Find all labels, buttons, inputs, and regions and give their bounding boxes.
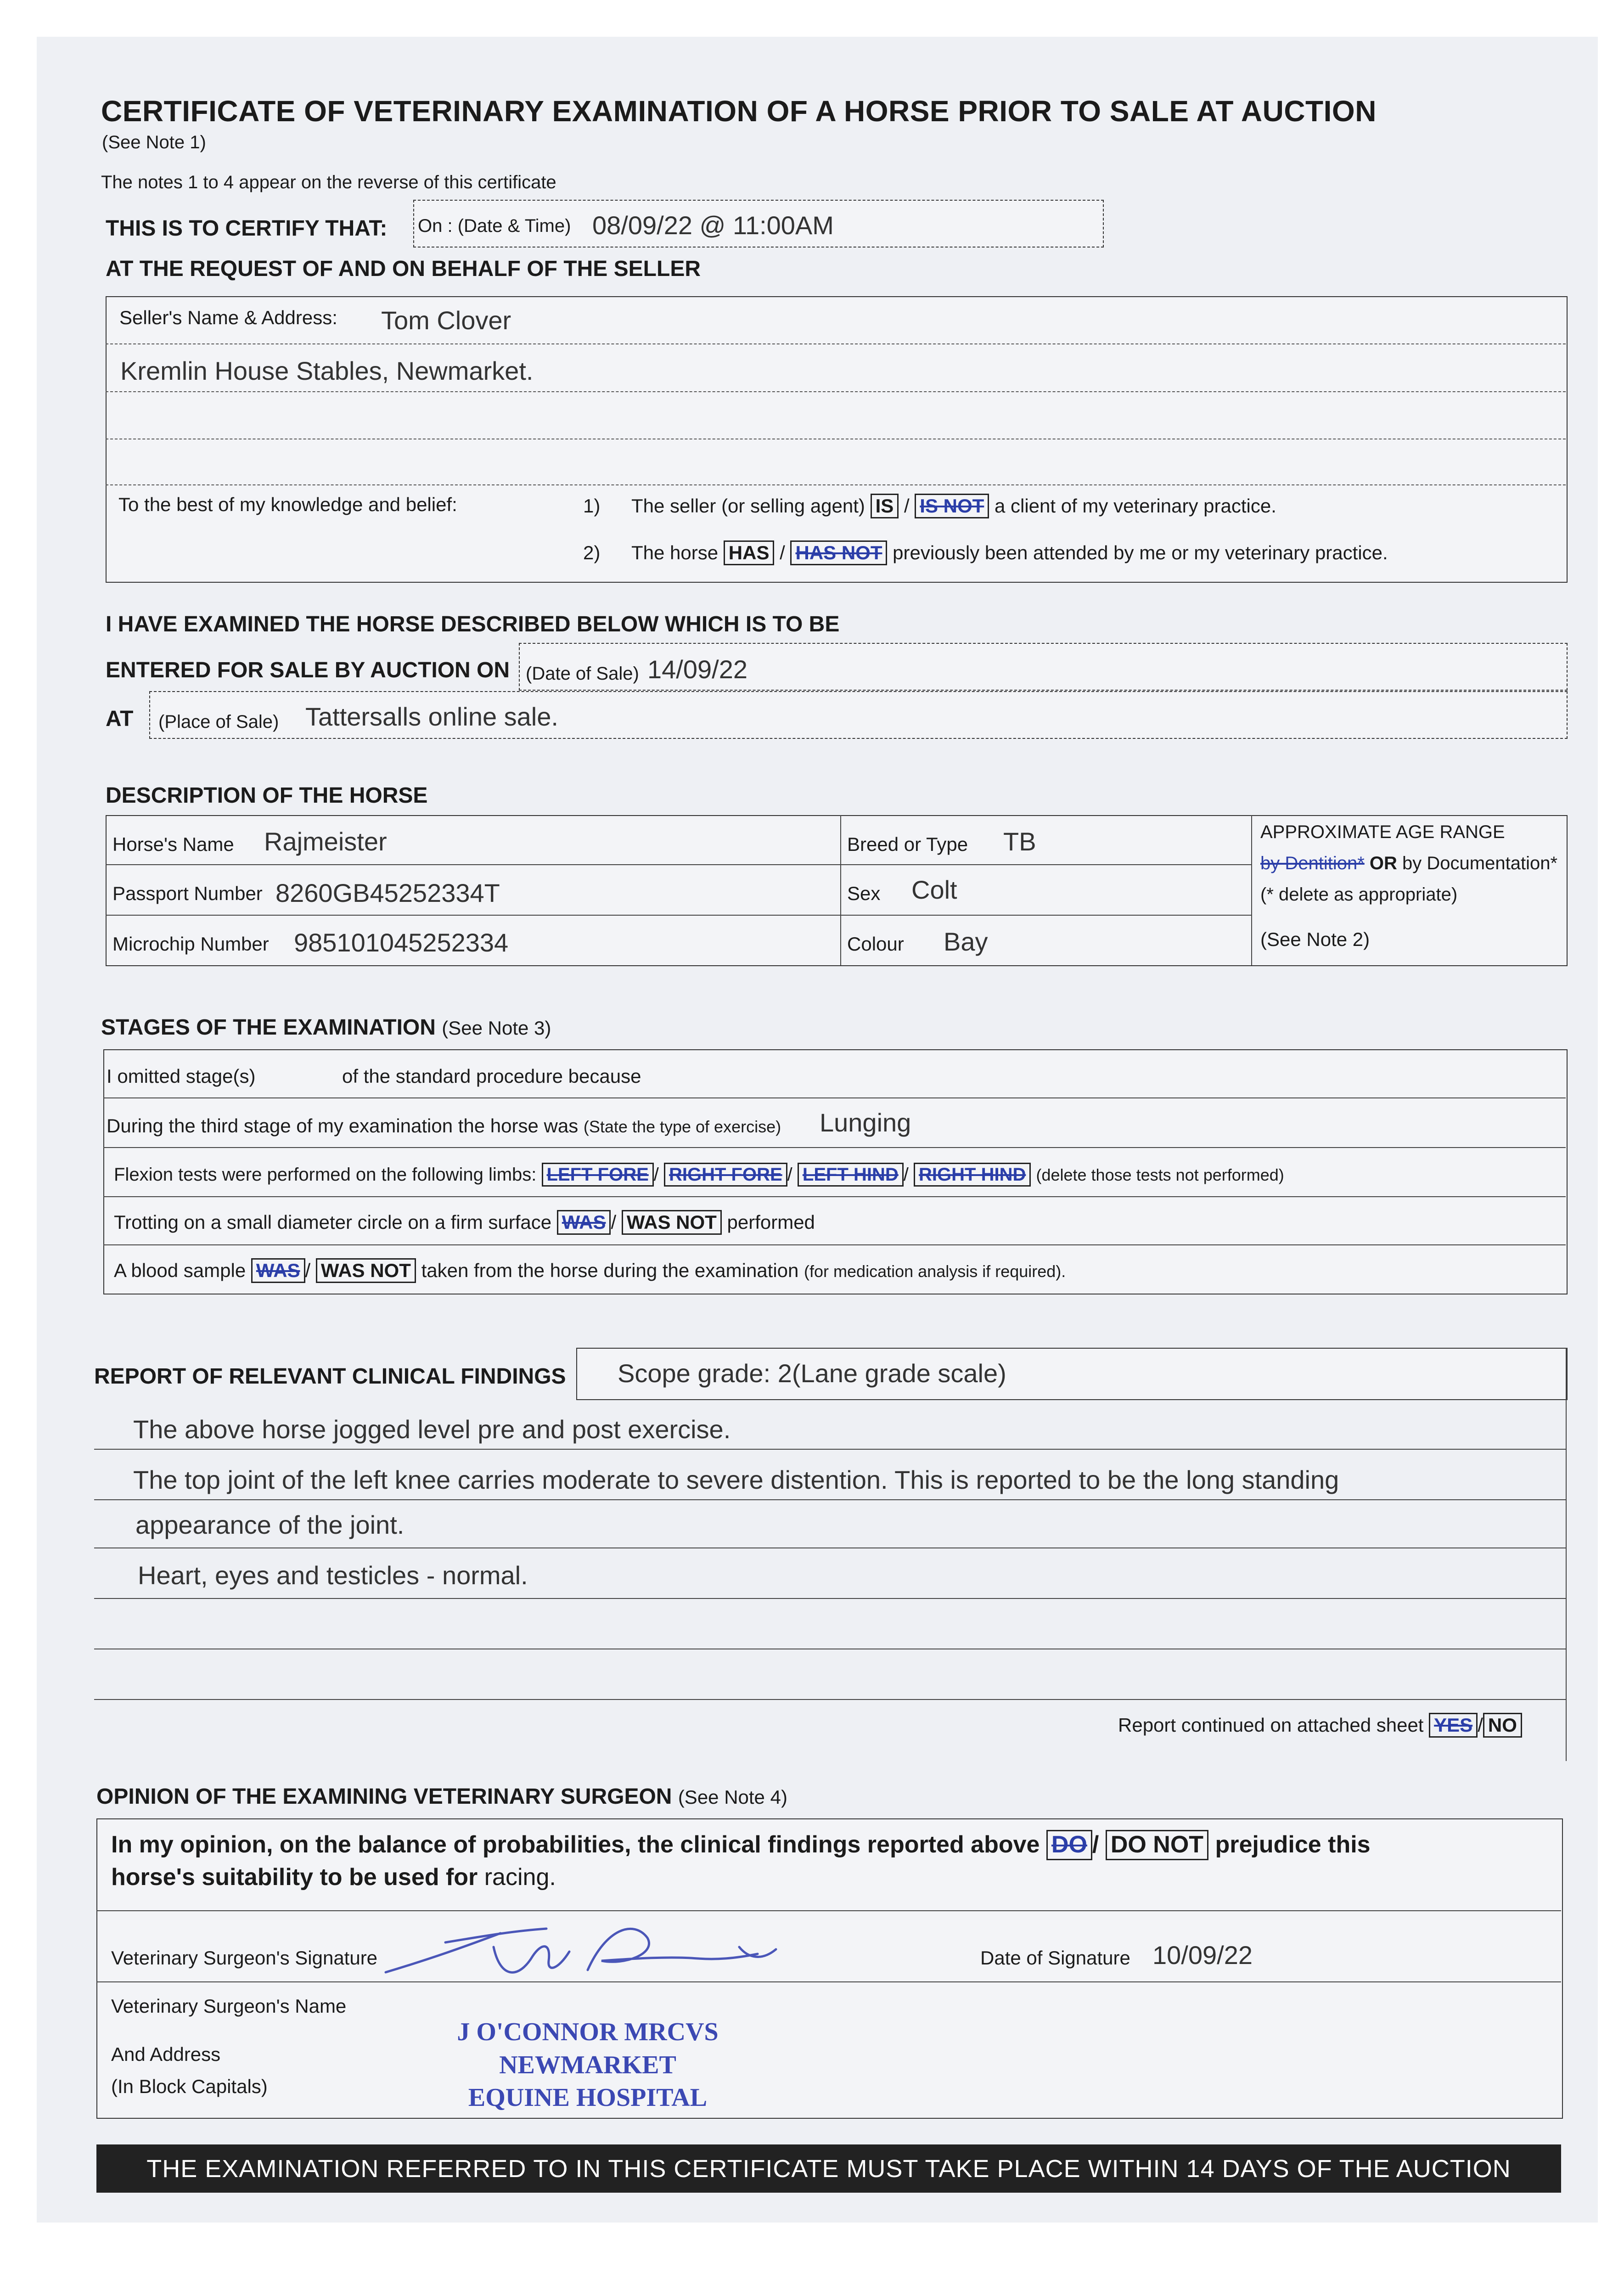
- horse-name-label: Horse's Name: [112, 833, 234, 855]
- sale-place-value: Tattersalls online sale.: [305, 702, 558, 731]
- findings-rule: [94, 1598, 1566, 1599]
- knowledge-item1: [631, 494, 1276, 518]
- colour-label: Colour: [847, 933, 904, 955]
- is-not-option[interactable]: IS NOT: [915, 494, 989, 518]
- table-divider: [106, 864, 1251, 865]
- see-note-1: (See Note 1): [102, 132, 206, 152]
- signature-label: Veterinary Surgeon's Signature: [111, 1947, 378, 1969]
- opinion-heading: [96, 1784, 787, 1809]
- third-stage-hint: (State the type of exercise): [583, 1117, 781, 1136]
- stages-heading: [101, 1015, 551, 1040]
- findings-rule: [94, 1449, 1566, 1450]
- continued-label: Report continued on attached sheet: [1118, 1714, 1424, 1736]
- seller-divider: [106, 484, 1566, 485]
- findings-line4: Heart, eyes and testicles - normal.: [138, 1561, 528, 1590]
- knowledge-item2: [631, 540, 1388, 565]
- opinion-do-not-option[interactable]: DO NOT: [1106, 1830, 1208, 1860]
- flexion-left-fore[interactable]: LEFT FORE: [542, 1163, 654, 1187]
- opinion-line2: [111, 1863, 556, 1891]
- certificate-title: CERTIFICATE OF VETERINARY EXAMINATION OF A HORSE PRIOR TO SALE AT AUCTION: [101, 95, 1377, 128]
- breed-value: TB: [1003, 827, 1036, 856]
- age-delete-note: (* delete as appropriate): [1260, 884, 1458, 905]
- trotting-was-not-option[interactable]: WAS NOT: [622, 1210, 722, 1235]
- by-documentation-option[interactable]: by Documentation*: [1402, 853, 1558, 873]
- age-or: OR: [1369, 853, 1397, 873]
- notes-line: The notes 1 to 4 appear on the reverse of this certificate: [101, 172, 556, 192]
- stamp-line1: J O'CONNOR MRCVS: [457, 2018, 719, 2046]
- option-separator: /: [904, 495, 910, 517]
- certify-label: THIS IS TO CERTIFY THAT:: [106, 216, 388, 241]
- block-capitals-label: (In Block Capitals): [111, 2076, 268, 2097]
- omitted-post: of the standard procedure because: [342, 1065, 641, 1087]
- continued-yes-option[interactable]: YES: [1429, 1713, 1478, 1738]
- vet-signature: [376, 1915, 808, 1984]
- is-option[interactable]: IS: [871, 494, 899, 518]
- trotting-post: performed: [727, 1211, 815, 1233]
- opinion-do-option[interactable]: DO: [1046, 1830, 1092, 1860]
- colour-value: Bay: [944, 927, 988, 956]
- table-divider: [103, 1196, 1566, 1197]
- date-signature-label: Date of Signature: [980, 1947, 1130, 1969]
- opinion-divider: [96, 1981, 1561, 1982]
- opinion-divider: [96, 1910, 1561, 1911]
- findings-line0: Scope grade: 2(Lane grade scale): [618, 1359, 1006, 1388]
- table-divider: [840, 815, 841, 965]
- table-divider: [103, 1097, 1566, 1098]
- flexion-label: Flexion tests were performed on the following limbs:: [114, 1165, 537, 1185]
- sale-place-label: (Place of Sale): [158, 712, 279, 732]
- footer-banner: THE EXAMINATION REFERRED TO IN THIS CERTIFICATE MUST TAKE PLACE WITHIN 14 DAYS OF THE AUCTION: [96, 2144, 1561, 2193]
- stamp-line2: NEWMARKET: [499, 2050, 676, 2079]
- third-stage-label: During the third stage of my examination the horse was: [107, 1115, 579, 1137]
- trotting-row: Trotting on a small diameter circle on a firm surface WAS / WAS NOT performed: [114, 1210, 815, 1235]
- knowledge-item2-num: 2): [583, 542, 601, 563]
- passport-label: Passport Number: [112, 883, 263, 904]
- by-dentition-option[interactable]: by Dentition*: [1260, 853, 1365, 873]
- continued-no-option[interactable]: NO: [1483, 1713, 1522, 1738]
- sale-date-label: (Date of Sale): [526, 664, 639, 684]
- horse-name-value: Rajmeister: [264, 827, 387, 856]
- third-stage-row: [107, 1115, 781, 1137]
- trotting-was-option[interactable]: WAS: [557, 1210, 611, 1235]
- has-option[interactable]: HAS: [724, 540, 775, 565]
- sale-heading: ENTERED FOR SALE BY AUCTION ON: [106, 658, 510, 682]
- microchip-label: Microchip Number: [112, 933, 269, 955]
- option-separator: /: [780, 542, 785, 563]
- stamp-line3: EQUINE HOSPITAL: [468, 2083, 708, 2112]
- table-divider: [103, 1147, 1566, 1148]
- sex-label: Sex: [847, 883, 881, 904]
- horse-attended-text: The horse: [631, 542, 719, 563]
- on-date-label: On : (Date & Time): [418, 216, 571, 236]
- sale-date-value: 14/09/22: [647, 655, 747, 684]
- blood-post: taken from the horse during the examination: [421, 1260, 799, 1281]
- opinion-heading-note: (See Note 4): [678, 1786, 787, 1808]
- breed-label: Breed or Type: [847, 833, 968, 855]
- sex-value: Colt: [911, 875, 957, 904]
- trotting-label: Trotting on a small diameter circle on a firm surface: [114, 1211, 552, 1233]
- flexion-post: (delete those tests not performed): [1036, 1165, 1284, 1184]
- seller-box: [106, 296, 1568, 583]
- blood-row: A blood sample WAS / WAS NOT taken from the horse during the examination (for medication analysis if required).: [114, 1258, 1066, 1283]
- findings-line1: The above horse jogged level pre and post exercise.: [133, 1415, 731, 1444]
- continued-row: Report continued on attached sheet YES / NO: [1118, 1713, 1522, 1738]
- flexion-right-fore[interactable]: RIGHT FORE: [664, 1163, 787, 1187]
- opinion-text-pre: In my opinion, on the balance of probabilities, the clinical findings reported above: [111, 1831, 1040, 1858]
- stages-heading-text: STAGES OF THE EXAMINATION: [101, 1015, 436, 1040]
- date-signature-value: 10/09/22: [1152, 1941, 1253, 1970]
- examined-heading: I HAVE EXAMINED THE HORSE DESCRIBED BELOW WHICH IS TO BE: [106, 612, 840, 636]
- seller-divider: [106, 391, 1566, 392]
- knowledge-item1-num: 1): [583, 495, 601, 517]
- findings-rule: [94, 1499, 1566, 1500]
- findings-line2: The top joint of the left knee carries moderate to severe distention. This is reported to be the long standing: [133, 1465, 1339, 1494]
- seller-name-value: Tom Clover: [381, 306, 511, 335]
- seller-divider: [106, 343, 1566, 344]
- description-heading: DESCRIPTION OF THE HORSE: [106, 783, 428, 808]
- table-divider: [103, 1244, 1566, 1245]
- seller-name-label: Seller's Name & Address:: [119, 307, 337, 328]
- findings-rule: [94, 1699, 1566, 1700]
- flexion-right-hind[interactable]: RIGHT HIND: [914, 1163, 1031, 1187]
- age-range-heading: APPROXIMATE AGE RANGE: [1260, 822, 1505, 842]
- exercise-type-value: Lunging: [820, 1108, 911, 1137]
- opinion-heading-text: OPINION OF THE EXAMINING VETERINARY SURGEON: [96, 1784, 672, 1809]
- suitability-use-value: racing.: [484, 1864, 556, 1891]
- findings-border: [1566, 1348, 1567, 1761]
- seller-client-post: a client of my veterinary practice.: [994, 495, 1276, 517]
- opinion-text-post: prejudice this: [1215, 1831, 1371, 1858]
- findings-heading: REPORT OF RELEVANT CLINICAL FINDINGS: [94, 1364, 566, 1389]
- flexion-left-hind[interactable]: LEFT HIND: [798, 1163, 904, 1187]
- opinion-text-line2: horse's suitability to be used for: [111, 1864, 478, 1891]
- vet-name-label: Veterinary Surgeon's Name: [111, 1995, 347, 2017]
- has-not-option[interactable]: HAS NOT: [790, 540, 887, 565]
- request-heading: AT THE REQUEST OF AND ON BEHALF OF THE SELLER: [106, 257, 701, 281]
- at-label: AT: [106, 707, 134, 731]
- age-range-options: [1260, 853, 1557, 874]
- blood-hint: (for medication analysis if required).: [804, 1262, 1066, 1281]
- horse-attended-post: previously been attended by me or my veterinary practice.: [893, 542, 1388, 563]
- blood-was-not-option[interactable]: WAS NOT: [316, 1258, 416, 1283]
- flexion-row: Flexion tests were performed on the following limbs: LEFT FORE / RIGHT FORE / LEFT HIND / RIGHT HIND (delete those tests not performed): [114, 1163, 1284, 1187]
- vet-address-label: And Address: [111, 2043, 221, 2065]
- seller-address-value: Kremlin House Stables, Newmarket.: [120, 356, 534, 385]
- blood-was-option[interactable]: WAS: [251, 1258, 305, 1283]
- exam-datetime-value: 08/09/22 @ 11:00AM: [592, 211, 834, 240]
- omitted-label: I omitted stage(s): [107, 1065, 256, 1087]
- knowledge-label: To the best of my knowledge and belief:: [118, 494, 457, 515]
- opinion-statement: In my opinion, on the balance of probabilities, the clinical findings reported above DO / DO NOT prejudice this: [111, 1830, 1371, 1860]
- blood-label: A blood sample: [114, 1260, 246, 1281]
- table-divider: [106, 915, 1251, 916]
- findings-line3: appearance of the joint.: [135, 1510, 405, 1539]
- table-divider: [1251, 815, 1252, 965]
- seller-client-text: The seller (or selling agent): [631, 495, 865, 517]
- microchip-value: 985101045252334: [294, 928, 509, 957]
- passport-value: 8260GB45252334T: [275, 878, 500, 907]
- stages-heading-note: (See Note 3): [442, 1017, 551, 1039]
- vet-stamp: [404, 2016, 771, 2115]
- age-see-note: (See Note 2): [1260, 929, 1370, 950]
